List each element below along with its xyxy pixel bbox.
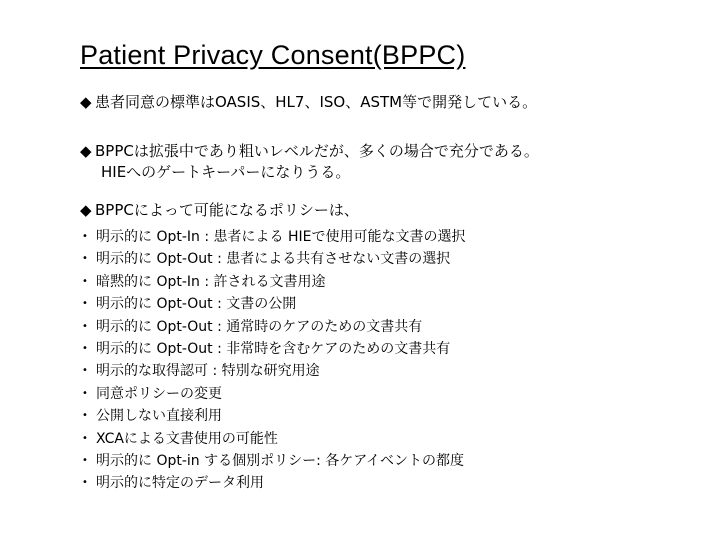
diamond-bullet-icon: ◆ <box>80 93 92 111</box>
dot-bullet-icon: • <box>82 253 88 265</box>
list-item: • 同意ポリシーの変更 <box>80 383 465 405</box>
dot-bullet-icon: • <box>82 342 88 354</box>
list-item: • 公開しない直接利用 <box>80 405 465 427</box>
list-item: • XCAによる文書使用の可能性 <box>80 428 465 450</box>
list-item: • 明示的に特定のデータ利用 <box>80 472 465 494</box>
dot-bullet-icon: • <box>82 432 88 444</box>
standards-paragraph <box>80 92 537 113</box>
policies-intro <box>80 200 359 221</box>
list-item: • 明示的に Opt-Out : 患者による共有させない文書の選択 <box>80 248 465 270</box>
list-item: • 明示的に Opt-Out : 通常時のケアのための文書共有 <box>80 316 465 338</box>
list-item: • 暗黙的に Opt-In : 許される文書用途 <box>80 271 465 293</box>
policies-intro-text: BPPCによって可能になるポリシーは、 <box>95 201 359 219</box>
list-item: • 明示的に Opt-Out : 文書の公開 <box>80 293 465 315</box>
dot-bullet-icon: • <box>82 410 88 422</box>
diamond-bullet-icon: ◆ <box>80 201 92 219</box>
list-item: • 明示的に Opt-in する個別ポリシー: 各ケアイベントの都度 <box>80 450 465 472</box>
dot-bullet-icon: • <box>82 477 88 489</box>
list-item: • 明示的に Opt-In : 患者による HIEで使用可能な文書の選択 <box>80 226 465 248</box>
dot-bullet-icon: • <box>82 275 88 287</box>
bppc-extension-line1: BPPCは拡張中であり粗いレベルだが、多くの場合で充分である。 <box>95 142 539 160</box>
slide-title: Patient Privacy Consent(BPPC) <box>80 40 466 70</box>
dot-bullet-icon: • <box>82 231 88 242</box>
policy-list <box>80 226 465 495</box>
diamond-bullet-icon: ◆ <box>80 142 92 160</box>
bppc-extension-line2: HIEへのゲートキーパーになりうる。 <box>101 163 351 181</box>
dot-bullet-icon: • <box>82 365 88 377</box>
list-item: • 明示的な取得認可 : 特別な研究用途 <box>80 360 465 382</box>
dot-bullet-icon: • <box>82 387 88 399</box>
dot-bullet-icon: • <box>82 454 88 466</box>
standards-text: 患者同意の標準はOASIS、HL7、ISO、ASTM等で開発している。 <box>95 93 538 111</box>
dot-bullet-icon: • <box>82 298 88 310</box>
dot-bullet-icon: • <box>82 320 88 332</box>
bppc-extension-paragraph <box>80 141 539 183</box>
list-item: • 明示的に Opt-Out : 非常時を含むケアのための文書共有 <box>80 338 465 360</box>
